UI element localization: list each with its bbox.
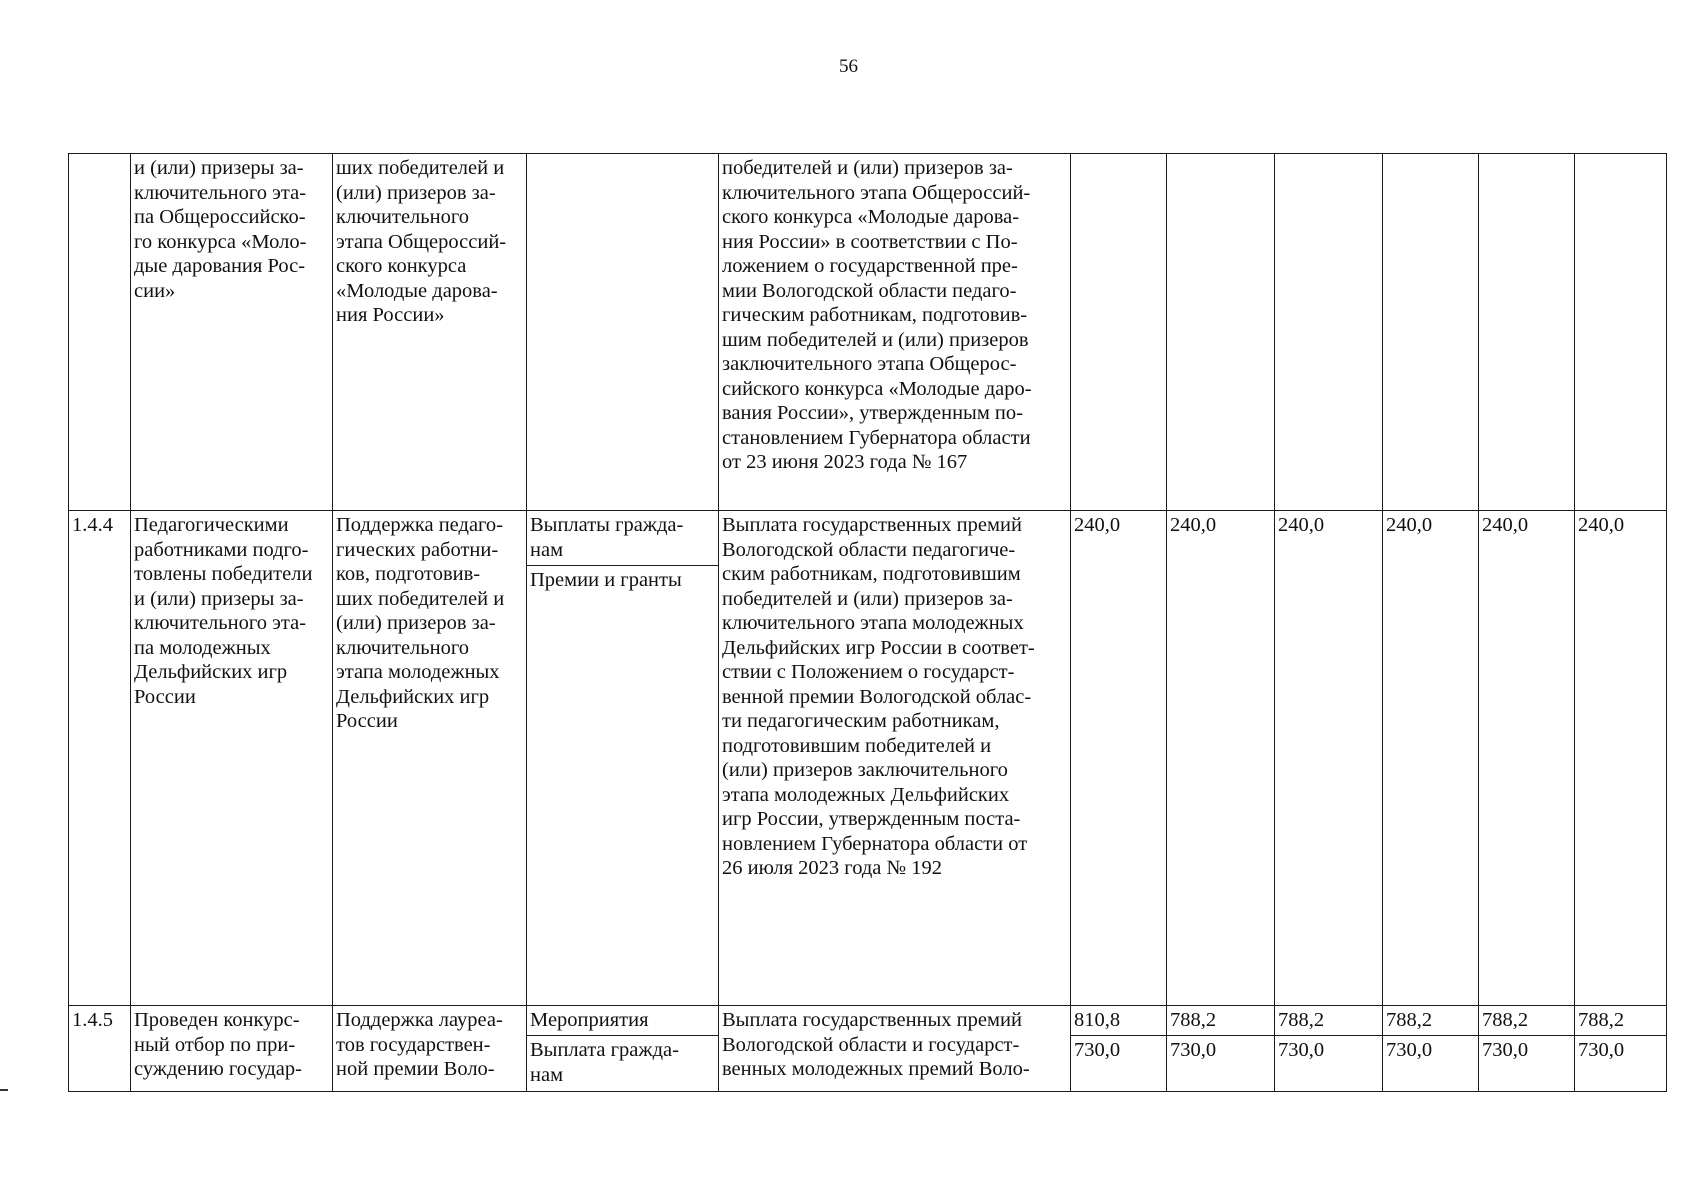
description-cell: Выплата государственных премий Вологодской области педагогиче- ским работникам, подготовившим победителей и (или) призеров за- ключительного этапа молодежных Дельфийских игр России в соответ- ствии с Положением о государст- венной премии Вологодской облас- ти педагогическим работникам, подготовившим победителей и (или) призеров заключительного этапа молодежных Дельфийских игр России, утвержденным поста- новлением Губернатора области от 26 июля 2023 года № 192: [719, 511, 1071, 1006]
value-cell: 788,2: [1575, 1006, 1667, 1036]
value-cell: 730,0: [1275, 1036, 1383, 1092]
result-cell: Проведен конкурс- ный отбор по при- суждению государ-: [131, 1006, 333, 1092]
value-cell: 240,0: [1383, 511, 1479, 1006]
value-cell: [1575, 154, 1667, 511]
value-cell: 240,0: [1575, 511, 1667, 1006]
value-cell: 730,0: [1575, 1036, 1667, 1092]
table-row: [69, 154, 1667, 511]
type-cell: Мероприятия: [527, 1006, 719, 1036]
value-cell: 240,0: [1071, 511, 1167, 1006]
task-cell: ших победителей и (или) призеров за- ключительного этапа Общероссий- ского конкурса «Молодые дарова- ния России»: [333, 154, 527, 511]
description-cell: победителей и (или) призеров за- ключительного этапа Общероссий- ского конкурса «Молодые дарова- ния России» в соответствии с По- ложением о государственной пре- мии Вологодской области педаго- гическим работникам, подготовив- шим победителей и (или) призеров заключительного этапа Общерос- сийского конкурса «Молодые даро- вания России», утвержденным по- становлением Губернатора области от 23 июня 2023 года № 167: [719, 154, 1071, 511]
value-cell: 730,0: [1383, 1036, 1479, 1092]
value-cell: 240,0: [1275, 511, 1383, 1006]
item-number-cell: [69, 154, 131, 511]
result-cell: Педагогическими работниками подго- товлены победители и (или) призеры за- ключительного эта- па молодежных Дельфийских игр России: [131, 511, 333, 1006]
task-cell: Поддержка лауреа- тов государствен- ной премии Воло-: [333, 1006, 527, 1092]
value-cell: [1479, 154, 1575, 511]
item-number-cell: 1.4.5: [69, 1006, 131, 1092]
type-cell: Выплаты гражда- нам: [527, 511, 719, 566]
value-cell: 788,2: [1383, 1006, 1479, 1036]
page-number: 56: [839, 56, 858, 77]
program-table: [68, 153, 1667, 1092]
value-cell: 730,0: [1071, 1036, 1167, 1092]
type-cell: Премии и гранты: [527, 566, 719, 1006]
value-cell: [1275, 154, 1383, 511]
table-row: [69, 1006, 1667, 1036]
value-cell: [1167, 154, 1275, 511]
value-cell: 788,2: [1275, 1006, 1383, 1036]
description-cell: Выплата государственных премий Вологодской области и государст- венных молодежных премий Воло-: [719, 1006, 1071, 1092]
table-row: [69, 511, 1667, 566]
value-cell: [1383, 154, 1479, 511]
type-cell: Выплата гражда- нам: [527, 1036, 719, 1092]
value-cell: 240,0: [1479, 511, 1575, 1006]
task-cell: Поддержка педаго- гических работни- ков, подготовив- ших победителей и (или) призеров за- ключительного этапа молодежных Дельфийских игр России: [333, 511, 527, 1006]
value-cell: 730,0: [1167, 1036, 1275, 1092]
value-cell: [1071, 154, 1167, 511]
type-cell: [527, 154, 719, 511]
value-cell: 240,0: [1167, 511, 1275, 1006]
result-cell: и (или) призеры за- ключительного эта- па Общероссийско- го конкурса «Моло- дые дарования Рос- сии»: [131, 154, 333, 511]
value-cell: 810,8: [1071, 1006, 1167, 1036]
value-cell: 788,2: [1167, 1006, 1275, 1036]
value-cell: 730,0: [1479, 1036, 1575, 1092]
scan-mark: [0, 1089, 8, 1091]
item-number-cell: 1.4.4: [69, 511, 131, 1006]
value-cell: 788,2: [1479, 1006, 1575, 1036]
